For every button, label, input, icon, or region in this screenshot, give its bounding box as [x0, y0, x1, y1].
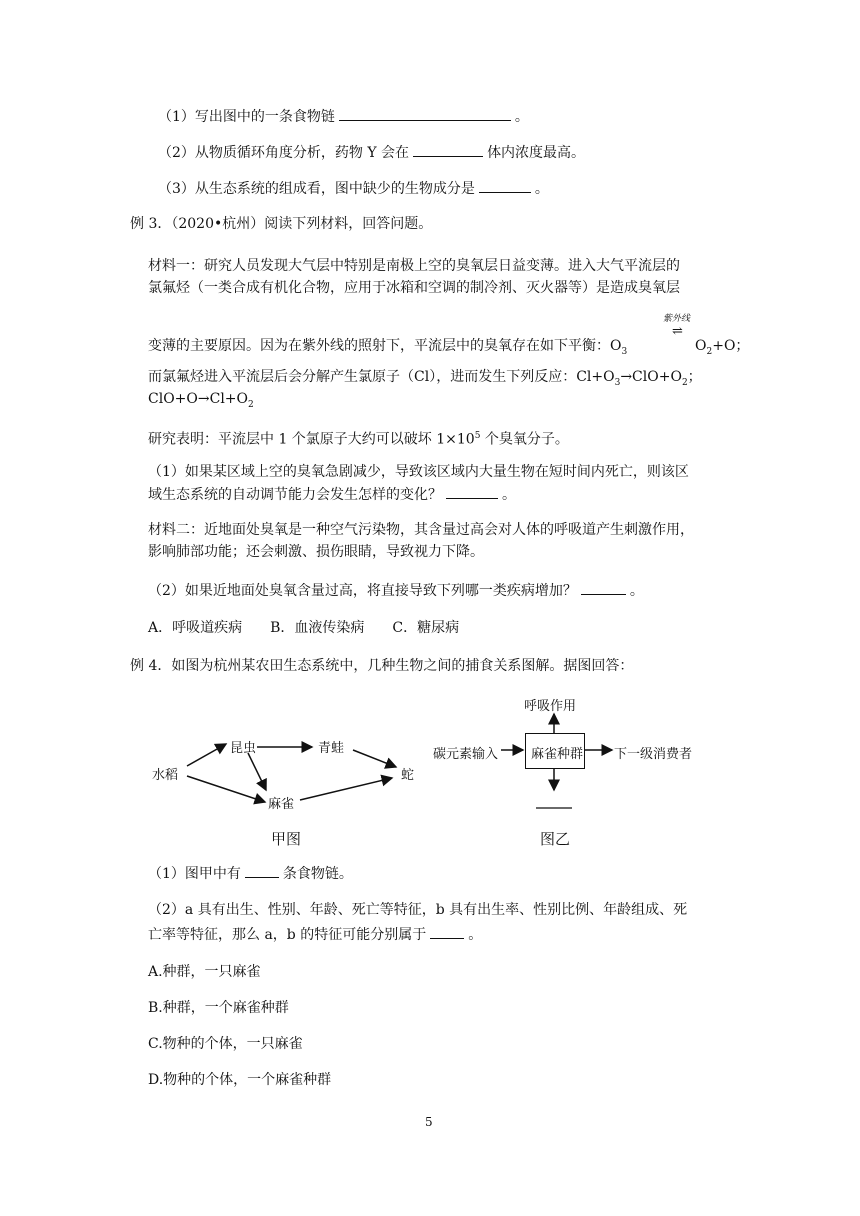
question-3-2: （2）如果近地面处臭氧含量过高，将直接导致下列哪一类疾病增加？ 。 [148, 580, 644, 601]
material-2-line-2: 影响肺部功能；还会刺激、损伤眼睛，导致视力下降。 [148, 544, 484, 560]
question-text: （1）写出图中的一条食物链 [158, 109, 335, 125]
label-sparrow-population: 麻雀种群 [531, 747, 584, 762]
research-statement: 研究表明：平流层中 1 个氯原子大约可以破坏 $1\times 10^5$ 个臭氧分子。 [148, 431, 569, 448]
flow-arrows [490, 710, 630, 830]
question-2-1: （1）写出图中的一条食物链 。 [158, 106, 529, 127]
answer-blank[interactable] [339, 106, 511, 121]
arrow-rice-to-sparrow [187, 776, 265, 802]
node-snake: 蛇 [401, 768, 415, 783]
option-b: B.种群，一个麻雀种群 [148, 1000, 289, 1016]
material-1-line-2: 氯氟烃（一类合成有机化合物，应用于冰箱和空调的制冷剂、灭火器等）是造成臭氧层 [148, 280, 680, 296]
arrow-frog-to-snake [353, 750, 396, 767]
label-carbon-input: 碳元素输入 [433, 747, 499, 762]
option-a: A.种群，一只麻雀 [148, 964, 261, 980]
material-1-line-3: 变薄的主要原因。因为在紫外线的照射下，平流层中的臭氧存在如下平衡：$O_3$ [148, 338, 628, 357]
option-c: C.物种的个体，一只麻雀 [148, 1036, 303, 1052]
example-3-title: 例 3．（2020•杭州）阅读下列材料，回答问题。 [130, 216, 433, 232]
question-2-3: （3）从生态系统的组成看，图中缺少的生物成分是 。 [158, 178, 549, 199]
answer-blank[interactable] [479, 178, 531, 193]
node-rice: 水稻 [152, 768, 179, 783]
material-2-line-1: 材料二：近地面处臭氧是一种空气污染物，其含量过高会对人体的呼吸道产生刺激作用， [148, 522, 694, 538]
equilibrium-arrow-icon: ⇌ [672, 324, 683, 339]
material-1-line-4: 而氯氟烃进入平流层后会分解产生氯原子（Cl），进而发生下列反应：$Cl+O_3\to ClO+O_2$； [148, 369, 702, 388]
question-3-1-line-1: （1）如果某区域上空的臭氧急剧减少，导致该区域内大量生物在短时间内死亡，则该区 [148, 464, 689, 480]
uv-label: 紫外线 [663, 314, 691, 324]
equilibrium-right-side: $O_2+O$； [695, 338, 750, 357]
node-frog: 青蛙 [318, 741, 345, 756]
answer-blank[interactable] [446, 484, 498, 499]
material-1-line-1: 材料一：研究人员发现大气层中特别是南极上空的臭氧层日益变薄。进入大气平流层的 [148, 258, 680, 274]
question-4-2-line-1: （2）a 具有出生、性别、年龄、死亡等特征，b 具有出生率、性别比例、年龄组成、死 [148, 902, 688, 918]
food-web-diagram [140, 720, 430, 830]
question-4-2-line-2: 亡率等特征，那么 a，b 的特征可能分别属于 。 [148, 924, 482, 945]
answer-blank[interactable] [245, 863, 279, 878]
question-text: （2）从物质循环角度分析，药物 Y 会在 [158, 145, 410, 161]
page-number: 5 [425, 1115, 433, 1129]
answer-blank[interactable] [430, 924, 464, 939]
answer-blank[interactable] [581, 580, 626, 595]
node-sparrow: 麻雀 [268, 797, 295, 812]
question-3-1-line-2: 域生态系统的自动调节能力会发生怎样的变化？ 。 [148, 484, 516, 505]
arrow-sparrow-to-snake [300, 778, 392, 800]
label-next-consumer: 下一级消费者 [614, 747, 693, 762]
question-3-2-options: A．呼吸道疾病 B．血液传染病 C．糖尿病 [148, 620, 460, 636]
arrow-rice-to-insect [187, 744, 226, 766]
diagram-a-caption: 甲图 [271, 830, 302, 848]
node-insect: 昆虫 [230, 741, 257, 756]
question-text: （3）从生态系统的组成看，图中缺少的生物成分是 [158, 181, 475, 197]
diagram-b-caption: 图乙 [540, 830, 571, 848]
answer-blank[interactable] [413, 142, 483, 157]
material-1-line-5: $ClO+O\to Cl+O_2$ [148, 391, 254, 410]
question-2-2: （2）从物质循环角度分析，药物 Y 会在 体内浓度最高。 [158, 142, 585, 163]
question-4-1: （1）图甲中有 条食物链。 [148, 863, 353, 884]
arrow-insect-to-sparrow [248, 753, 266, 790]
option-d: D.物种的个体，一个麻雀种群 [148, 1072, 332, 1088]
example-4-title: 例 4．如图为杭州某农田生态系统中，几种生物之间的捕食关系图解。据图回答： [130, 658, 634, 674]
label-respiration: 呼吸作用 [524, 699, 577, 714]
